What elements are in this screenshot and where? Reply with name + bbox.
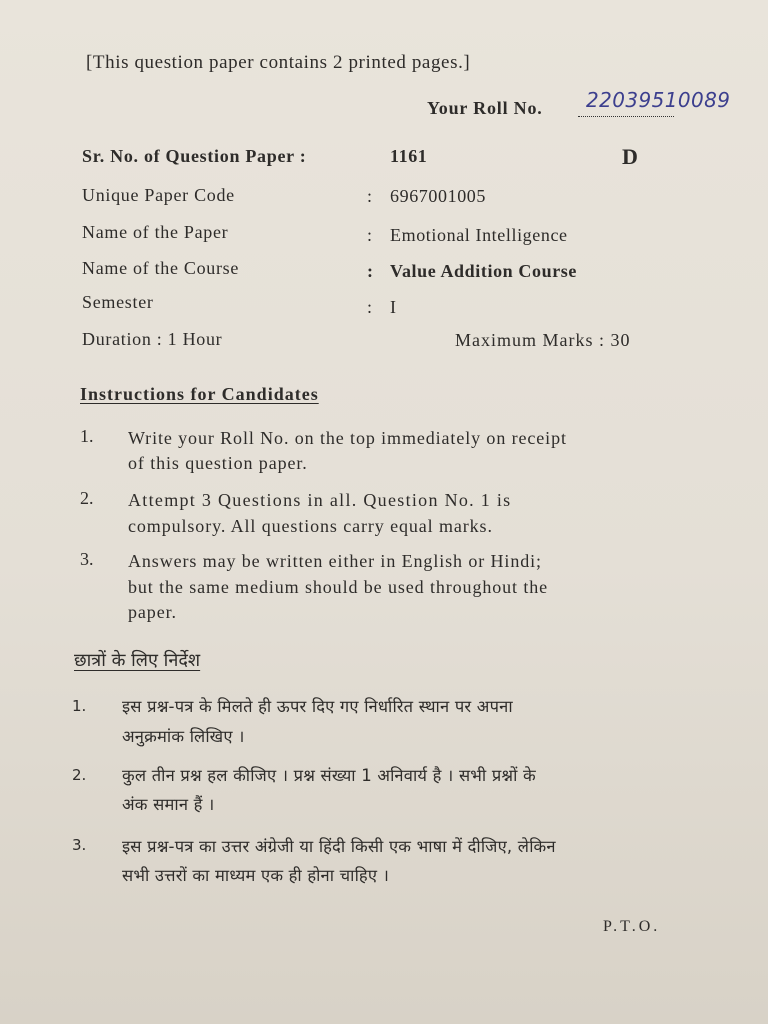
instruction-line: of this question paper. [128,453,308,473]
instruction-line: paper. [128,602,177,622]
instruction-number: 1. [80,426,94,446]
roll-number-handwritten: 22039510089 [586,88,731,112]
colon: : [367,225,373,245]
maximum-marks: Maximum Marks : 30 [455,330,631,350]
sr-no-label: Sr. No. of Question Paper : [82,146,307,166]
please-turn-over: P.T.O. [603,918,661,935]
colon: : [367,297,373,317]
paper-name-value: Emotional Intelligence [390,225,568,245]
unique-paper-code-label: Unique Paper Code [82,185,235,205]
instruction-line: Answers may be written either in English or Hindi; [128,551,542,571]
instructions-title: Instructions for Candidates [80,384,319,404]
unique-paper-code-value: 6967001005 [390,186,486,206]
sr-no-value: 1161 [390,146,428,166]
hindi-instruction-line: सभी उत्तरों का माध्यम एक ही होना चाहिए । [122,866,390,885]
hindi-instruction-line: अनुक्रमांक लिखिए । [122,727,245,746]
duration: Duration : 1 Hour [82,329,223,349]
instruction-line: Write your Roll No. on the top immediately on receipt [128,428,567,448]
instruction-line: Attempt 3 Questions in all. Question No. 1 is [128,490,512,510]
hindi-instruction-line: अंक समान हैं । [122,795,215,814]
instruction-line: compulsory. All questions carry equal marks. [128,516,493,536]
pages-note: [This question paper contains 2 printed pages.] [86,52,471,73]
instruction-number: 3. [80,549,94,569]
hindi-instruction-line: कुल तीन प्रश्न हल कीजिए । प्रश्न संख्या 1 अनिवार्य है । सभी प्रश्नों के [122,766,536,785]
colon: : [367,186,373,206]
hindi-instructions-title: छात्रों के लिए निर्देश [74,650,201,671]
instruction-line: but the same medium should be used throughout the [128,577,549,597]
instruction-number: 2. [80,488,94,508]
hindi-instruction-line: इस प्रश्न-पत्र का उत्तर अंग्रेजी या हिंदी किसी एक भाषा में दीजिए, लेकिन [122,837,556,856]
paper-name-label: Name of the Paper [82,222,229,242]
colon: : [367,261,373,281]
hindi-instruction-line: इस प्रश्न-पत्र के मिलते ही ऊपर दिए गए निर्धारित स्थान पर अपना [122,697,513,716]
semester-value: I [390,297,397,317]
paper-set-letter: D [622,144,638,169]
hindi-instruction-number: 2. [72,766,87,784]
semester-label: Semester [82,292,154,312]
course-name-value: Value Addition Course [390,261,577,281]
hindi-instruction-number: 3. [72,836,87,854]
hindi-instruction-number: 1. [72,697,87,715]
roll-number-label: Your Roll No. [427,98,543,118]
course-name-label: Name of the Course [82,258,240,278]
